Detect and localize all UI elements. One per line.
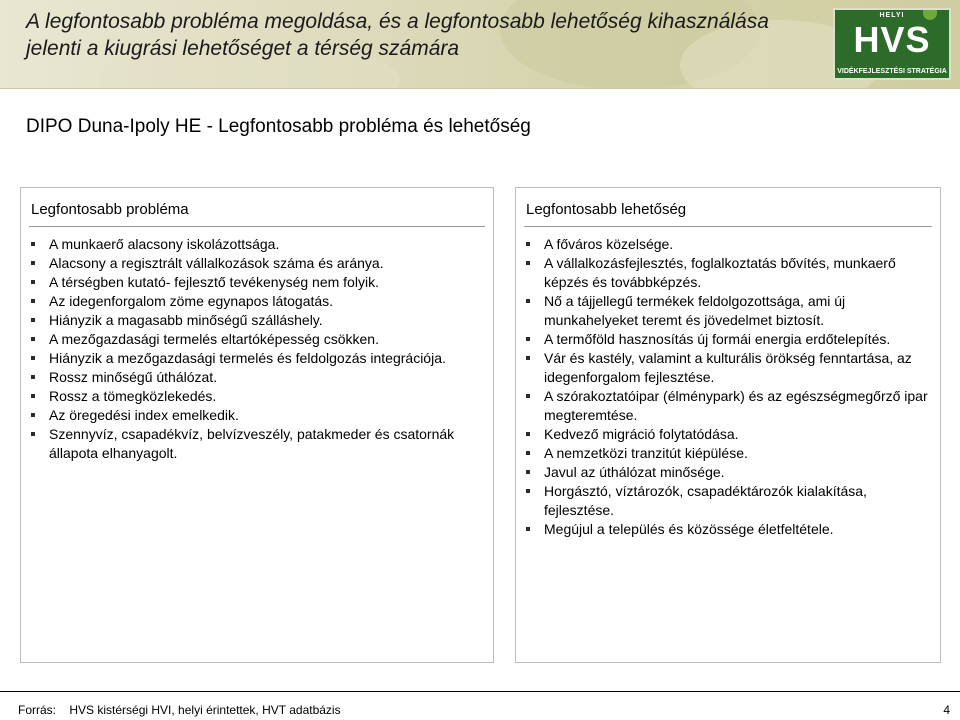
- page-title-line-1: A legfontosabb probléma megoldása, és a legfontosabb lehetőség kihasználása: [26, 10, 769, 33]
- list-item-text: Az idegenforgalom zöme egynapos látogatás.: [49, 293, 334, 309]
- bullet-icon: [526, 432, 530, 436]
- page-number: 4: [943, 703, 950, 717]
- bullet-icon: [31, 337, 35, 341]
- list-item-text: A munkaerő alacsony iskolázottsága.: [49, 236, 280, 252]
- bullet-icon: [31, 261, 35, 265]
- header-divider: [0, 88, 960, 89]
- list-item: [524, 520, 932, 539]
- problem-panel-heading: Legfontosabb probléma: [31, 201, 189, 218]
- bullet-icon: [526, 451, 530, 455]
- list-item: [29, 330, 469, 349]
- list-item-text: A mezőgazdasági termelés eltartóképesség csökken.: [49, 331, 379, 347]
- opportunity-panel: [515, 187, 941, 663]
- list-item: [524, 444, 932, 463]
- bullet-icon: [31, 280, 35, 284]
- bullet-icon: [526, 299, 530, 303]
- list-item-text: Horgásztó, víztározók, csapadéktározók kialakítása, fejlesztése.: [544, 483, 867, 518]
- list-item: [29, 368, 469, 387]
- list-item-text: Hiányzik a magasabb minőségű szálláshely.: [49, 312, 323, 328]
- list-item: [524, 387, 932, 425]
- logo-sub-label: VIDÉKFEJLESZTÉSI STRATÉGIA: [837, 68, 947, 75]
- list-item: [29, 273, 469, 292]
- bullet-icon: [526, 470, 530, 474]
- footer-source: [18, 703, 341, 717]
- bullet-icon: [31, 356, 35, 360]
- bullet-icon: [526, 242, 530, 246]
- list-item-text: A szórakoztatóipar (élménypark) és az egészségmegőrző ipar megteremtése.: [544, 388, 928, 423]
- list-item: [29, 406, 469, 425]
- list-item: [524, 463, 932, 482]
- list-item: [524, 235, 932, 254]
- list-item-text: Javul az úthálózat minősége.: [544, 464, 725, 480]
- list-item-text: Megújul a település és közössége életfeltétele.: [544, 521, 834, 537]
- problem-list: [29, 235, 469, 463]
- list-item-text: A termőföld hasznosítás új formái energia erdőtelepítés.: [544, 331, 891, 347]
- list-item: [29, 311, 469, 330]
- list-item-text: A térségben kutató- fejlesztő tevékenység nem folyik.: [49, 274, 379, 290]
- list-item: [29, 254, 469, 273]
- opportunity-panel-divider: [524, 226, 932, 227]
- bullet-icon: [31, 318, 35, 322]
- list-item-text: Rossz minőségű úthálózat.: [49, 369, 218, 385]
- list-item: [29, 349, 469, 368]
- list-item: [524, 482, 932, 520]
- list-item: [29, 387, 469, 406]
- bullet-icon: [31, 299, 35, 303]
- list-item: [29, 235, 469, 254]
- list-item-text: A főváros közelsége.: [544, 236, 674, 252]
- bullet-icon: [526, 337, 530, 341]
- list-item: [29, 425, 469, 463]
- list-item-text: Az öregedési index emelkedik.: [49, 407, 239, 423]
- bullet-icon: [526, 356, 530, 360]
- bullet-icon: [526, 489, 530, 493]
- bullet-icon: [31, 375, 35, 379]
- problem-panel-divider: [29, 226, 485, 227]
- list-item-text: Vár és kastély, valamint a kulturális örökség fenntartása, az idegenforgalom fejlesztése.: [544, 350, 912, 385]
- opportunity-panel-heading: Legfontosabb lehetőség: [526, 201, 687, 218]
- list-item-text: Kedvező migráció folytatódása.: [544, 426, 739, 442]
- logo-letters: HVS: [853, 19, 931, 60]
- bullet-icon: [31, 394, 35, 398]
- list-item-text: A vállalkozásfejlesztés, foglalkoztatás bővítés, munkaerő képzés és továbbképzés.: [544, 255, 896, 290]
- list-item-text: Nő a tájjellegű termékek feldolgozottsága, ami új munkahelyeket teremt és jövedelmet biztosít.: [544, 293, 846, 328]
- footer-divider: [0, 691, 960, 692]
- list-item: [29, 292, 469, 311]
- bullet-icon: [31, 413, 35, 417]
- logo-top-label: HELYI: [879, 12, 905, 19]
- bullet-icon: [526, 527, 530, 531]
- list-item-text: A nemzetközi tranzitút kiépülése.: [544, 445, 748, 461]
- bullet-icon: [526, 261, 530, 265]
- bullet-icon: [526, 394, 530, 398]
- page-title-line-2: jelenti a kiugrási lehetőséget a térség számára: [26, 37, 460, 60]
- bullet-icon: [31, 432, 35, 436]
- source-label: Forrás:: [18, 703, 57, 717]
- list-item-text: Rossz a tömegközlekedés.: [49, 388, 217, 404]
- list-item: [524, 292, 932, 330]
- bullet-icon: [31, 242, 35, 246]
- source-text: HVS kistérségi HVI, helyi érintettek, HVT adatbázis: [69, 703, 341, 717]
- problem-panel: [20, 187, 494, 663]
- list-item: [524, 425, 932, 444]
- list-item-text: Hiányzik a mezőgazdasági termelés és feldolgozás integrációja.: [49, 350, 446, 366]
- list-item: [524, 330, 932, 349]
- opportunity-list: [524, 235, 932, 539]
- page-title: [26, 8, 816, 62]
- list-item: [524, 254, 932, 292]
- list-item-text: Alacsony a regisztrált vállalkozások száma és aránya.: [49, 255, 384, 271]
- list-item-text: Szennyvíz, csapadékvíz, belvízveszély, patakmeder és csatornák állapota elhanyagolt.: [49, 426, 455, 461]
- slide-subtitle: DIPO Duna-Ipoly HE - Legfontosabb probléma és lehetőség: [26, 116, 531, 137]
- hvs-logo: [833, 8, 951, 80]
- list-item: [524, 349, 932, 387]
